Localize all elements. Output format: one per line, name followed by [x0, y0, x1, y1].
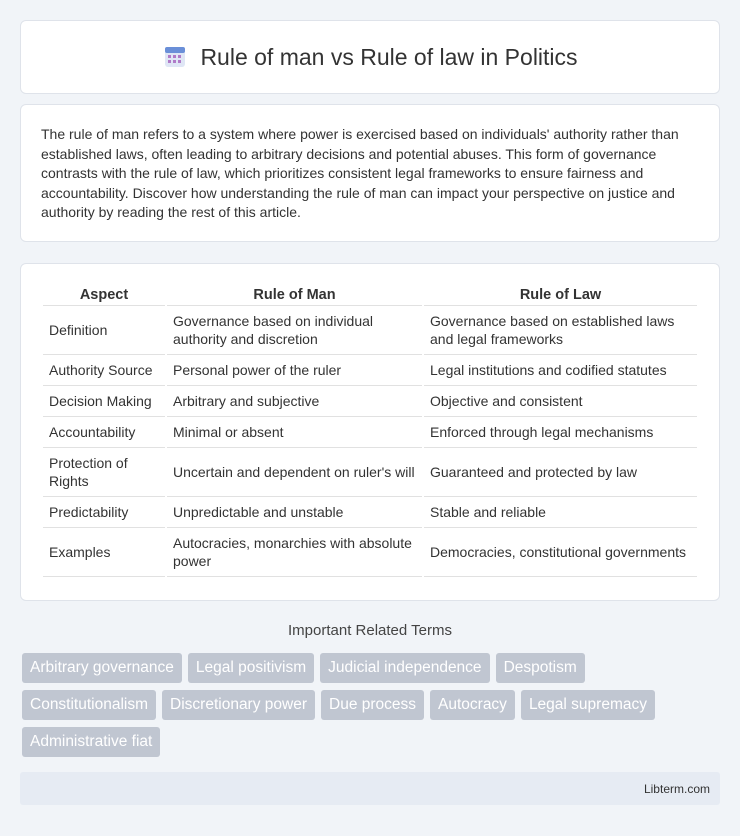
table-row: [43, 417, 697, 448]
header-rule-of-law: Rule of Law: [424, 280, 697, 306]
cell-rule-of-man: Arbitrary and subjective: [167, 386, 422, 417]
comparison-table: [41, 280, 699, 577]
spreadsheet-icon: [162, 44, 188, 70]
cell-rule-of-law: Enforced through legal mechanisms: [424, 417, 697, 448]
table-header-row: [43, 280, 697, 306]
table-row: [43, 355, 697, 386]
cell-rule-of-man: Unpredictable and unstable: [167, 497, 422, 528]
table-row: [43, 448, 697, 497]
term-tag[interactable]: Despotism: [496, 653, 585, 683]
header-rule-of-man: Rule of Man: [167, 280, 422, 306]
cell-aspect: Definition: [43, 306, 165, 355]
cell-rule-of-law: Democracies, constitutional governments: [424, 528, 697, 577]
term-tag[interactable]: Autocracy: [430, 690, 515, 720]
cell-rule-of-law: Stable and reliable: [424, 497, 697, 528]
term-tag[interactable]: Due process: [321, 690, 424, 720]
related-terms-list: [22, 653, 722, 757]
cell-aspect: Accountability: [43, 417, 165, 448]
term-tag[interactable]: Discretionary power: [162, 690, 315, 720]
intro-card: [20, 104, 720, 242]
cell-aspect: Predictability: [43, 497, 165, 528]
cell-rule-of-law: Objective and consistent: [424, 386, 697, 417]
table-row: [43, 386, 697, 417]
page-header: [20, 20, 720, 94]
comparison-card: [20, 263, 720, 601]
cell-rule-of-man: Uncertain and dependent on ruler's will: [167, 448, 422, 497]
intro-text: The rule of man refers to a system where power is exercised based on individuals' authority rather than established laws, often leading to arbitrary decisions and potential abuses. This form of governance contrasts with the rule of law, which prioritizes consistent legal frameworks to ensure fairness and accountability. Discover how understanding the rule of man can impact your perspective on justice and authority by reading the rest of this article.: [41, 126, 679, 221]
term-tag[interactable]: Legal supremacy: [521, 690, 655, 720]
cell-aspect: Authority Source: [43, 355, 165, 386]
cell-rule-of-law: Guaranteed and protected by law: [424, 448, 697, 497]
cell-aspect: Examples: [43, 528, 165, 577]
table-row: [43, 528, 697, 577]
term-tag[interactable]: Judicial independence: [320, 653, 489, 683]
cell-rule-of-law: Governance based on established laws and legal frameworks: [424, 306, 697, 355]
related-terms-title: Important Related Terms: [288, 622, 452, 639]
cell-rule-of-man: Autocracies, monarchies with absolute power: [167, 528, 422, 577]
header-aspect: Aspect: [43, 280, 165, 306]
term-tag[interactable]: Constitutionalism: [22, 690, 156, 720]
term-tag[interactable]: Legal positivism: [188, 653, 314, 683]
cell-rule-of-law: Legal institutions and codified statutes: [424, 355, 697, 386]
cell-rule-of-man: Personal power of the ruler: [167, 355, 422, 386]
cell-aspect: Protection of Rights: [43, 448, 165, 497]
footer-site-link[interactable]: Libterm.com: [643, 781, 710, 796]
term-tag[interactable]: Administrative fiat: [22, 727, 160, 757]
table-row: [43, 306, 697, 355]
table-row: [43, 497, 697, 528]
cell-aspect: Decision Making: [43, 386, 165, 417]
cell-rule-of-man: Governance based on individual authority and discretion: [167, 306, 422, 355]
cell-rule-of-man: Minimal or absent: [167, 417, 422, 448]
footer: [20, 772, 720, 805]
term-tag[interactable]: Arbitrary governance: [22, 653, 182, 683]
page-title: Rule of man vs Rule of law in Politics: [200, 43, 578, 70]
